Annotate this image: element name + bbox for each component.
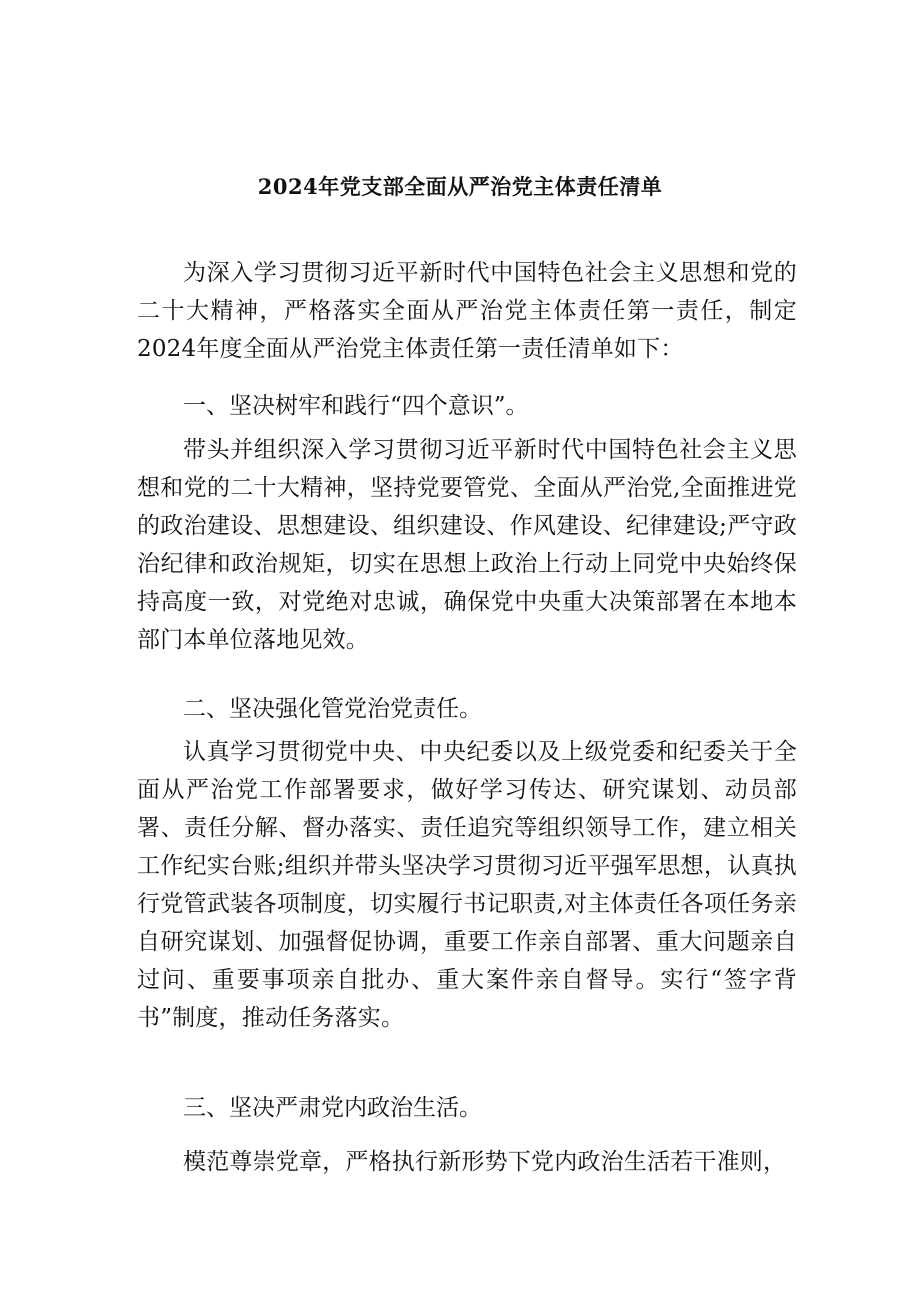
- section-body-3: 模范尊崇党章，严格执行新形势下党内政治生活若干准则，: [183, 1149, 787, 1175]
- document-title: 2024年党支部全面从严治党主体责任清单: [257, 174, 663, 199]
- section-heading-2: 二、坚决强化管党治党责任。: [183, 696, 482, 722]
- section-heading-1: 一、坚决树牢和践行“四个意识”。: [183, 393, 529, 419]
- section-body-1: 带头并组织深入学习贯彻习近平新时代中国特色社会主义思想和党的二十大精神，坚持党要管党、全面从严治党,全面推进党的政治建设、思想建设、组织建设、作风建设、纪律建设;严守政治纪律和政治规矩，切实在思想上政治上行动上同党中央始终保持高度一致，对党绝对忠诚，确保党中央重大决策部署在本地本部门本单位落地见效。: [137, 437, 797, 653]
- section-heading-3: 三、坚决严肃党内政治生活。: [183, 1095, 482, 1121]
- intro-paragraph: 为深入学习贯彻习近平新时代中国特色社会主义思想和党的二十大精神，严格落实全面从严治党主体责任第一责任，制定2024年度全面从严治党主体责任第一责任清单如下：: [137, 260, 797, 362]
- section-body-2: 认真学习贯彻党中央、中央纪委以及上级党委和纪委关于全面从严治党工作部署要求，做好学习传达、研究谋划、动员部署、责任分解、督办落实、责任追究等组织领导工作，建立相关工作纪实台账;组织并带头坚决学习贯彻习近平强军思想，认真执行党管武装各项制度，切实履行书记职责,对主体责任各项任务亲自研究谋划、加强督促协调，重要工作亲自部署、重大问题亲自过问、重要事项亲自批办、重大案件亲自督导。实行“签字背书”制度，推动任务落实。: [137, 739, 797, 1031]
